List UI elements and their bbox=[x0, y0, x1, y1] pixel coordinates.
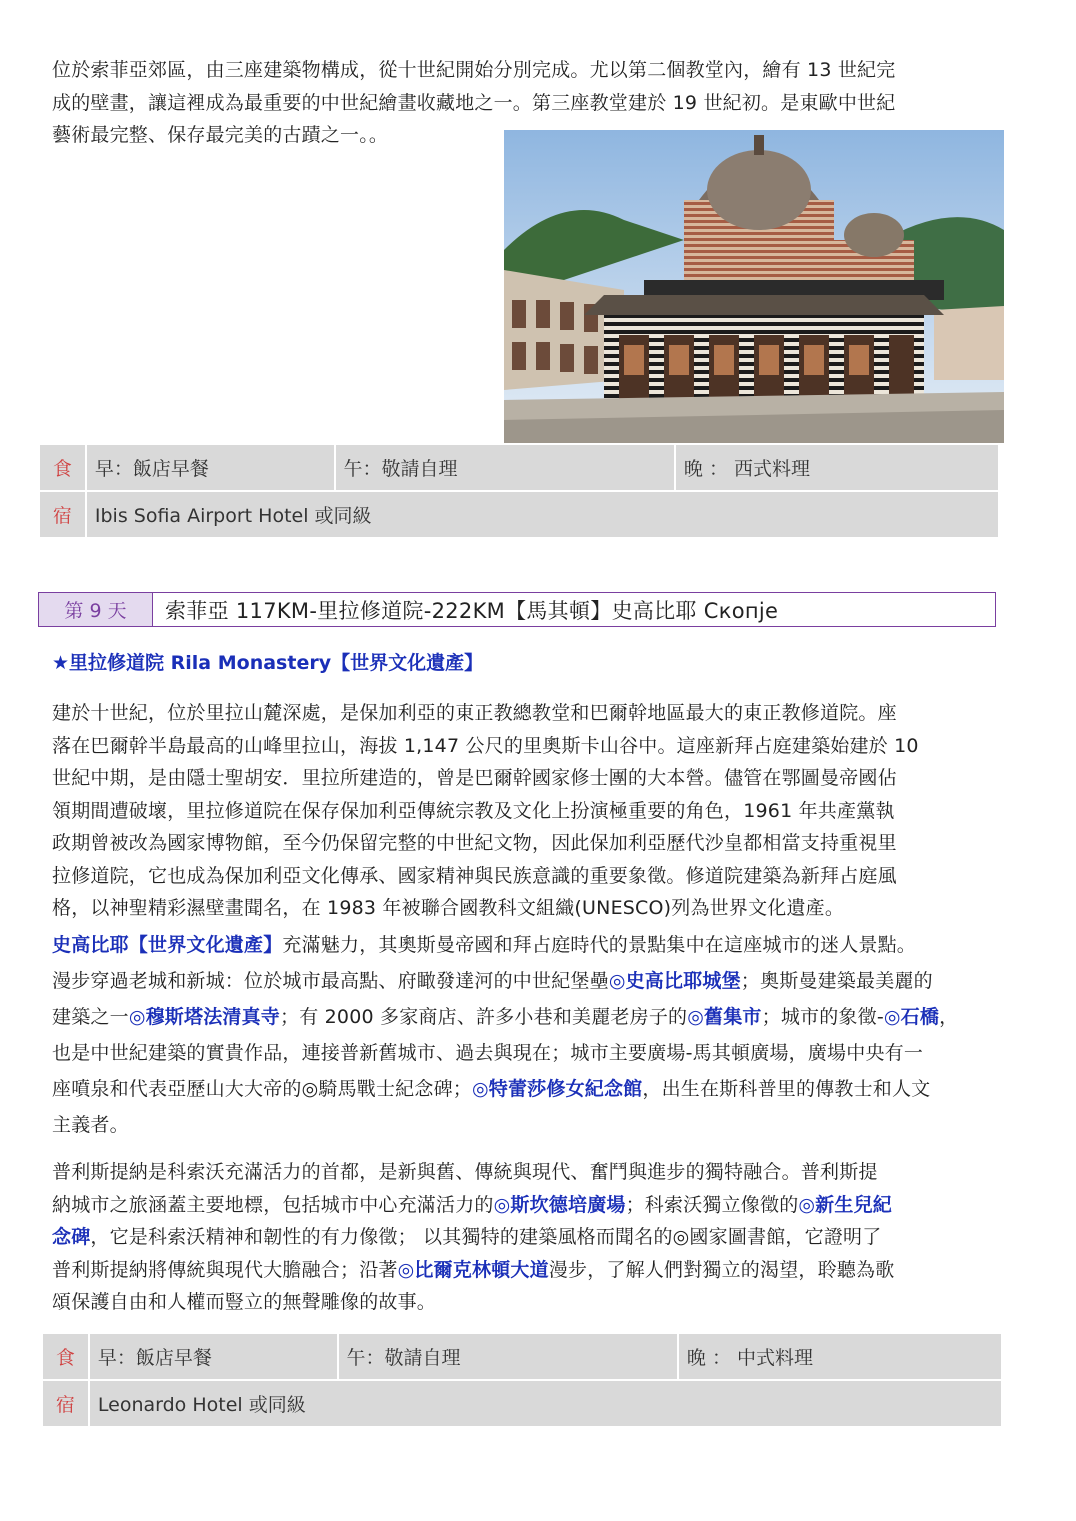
skopje-bridge: ◎石橋 bbox=[883, 1006, 940, 1028]
rila-monastery-photo bbox=[504, 130, 1004, 443]
hotel-cell: Leonardo Hotel 或同級 bbox=[89, 1380, 1002, 1427]
rila-line: 領期間遭破壞，里拉修道院在保存保加利亞傳統宗教及文化上扮演極重要的角色，1961 年共產黨執 bbox=[52, 799, 895, 822]
hotel-tag: 宿 bbox=[42, 1380, 89, 1427]
skopje-bazaar: ◎舊集市 bbox=[687, 1006, 762, 1028]
rila-line: 政期曾被改為國家博物館，至今仍保留完整的中世紀文物，因此保加利亞歷代沙皇都相當支持重視里 bbox=[52, 832, 897, 854]
breakfast-cell: 早：飯店早餐 bbox=[86, 444, 335, 491]
intro-line: 成的壁畫，讓這裡成為最重要的中世紀繪畫收藏地之一。第三座教堂建於 19 世紀初。是東歐中世紀 bbox=[52, 91, 896, 114]
skopje-text: 充滿魅力，其奧斯曼帝國和拜占庭時代的景點集中在這座城市的迷人景點。 bbox=[282, 934, 917, 956]
pristina-line bbox=[52, 1221, 1042, 1254]
lunch-cell: 午：敬請自理 bbox=[335, 444, 675, 491]
pristina-paragraph bbox=[52, 1156, 1042, 1319]
food-tag: 食 bbox=[42, 1333, 89, 1380]
skopje-line bbox=[52, 999, 1042, 1035]
rila-heading: ★里拉修道院 Rila Monastery【世界文化遺產】 bbox=[52, 652, 484, 674]
dinner-cell: 晚 ： 西式料理 bbox=[675, 444, 999, 491]
day-label: 第 9 天 bbox=[39, 593, 153, 626]
skopje-line bbox=[52, 1071, 1042, 1107]
skopje-line bbox=[52, 927, 1042, 963]
rila-line: 落在巴爾幹半島最高的山峰里拉山，海拔 1,147 公尺的里奧斯卡山谷中。這座新拜占庭建築始建於 10 bbox=[52, 734, 919, 757]
dinner-cell: 晚 ： 中式料理 bbox=[678, 1333, 1002, 1380]
hotel-cell: Ibis Sofia Airport Hotel 或同級 bbox=[86, 491, 999, 538]
rila-line: 世紀中期，是由隱士聖胡安．里拉所建造的，曾是巴爾幹國家修士團的大本營。儘管在鄂圖曼帝國佔 bbox=[52, 767, 897, 789]
intro-line: 位於索菲亞郊區，由三座建築物構成，從十世紀開始分別完成。尤以第二個教堂內，繪有 13 世紀完 bbox=[52, 59, 896, 81]
lunch-cell: 午：敬請自理 bbox=[338, 1333, 678, 1380]
food-tag: 食 bbox=[39, 444, 86, 491]
pristina-newborn: 念碑 bbox=[52, 1226, 91, 1248]
breakfast-cell: 早：飯店早餐 bbox=[89, 1333, 338, 1380]
pristina-line: 普利斯提納是科索沃充滿活力的首都，是新與舊、傳統與現代、奮鬥與進步的獨特融合。普利斯提 bbox=[52, 1161, 878, 1183]
day-header bbox=[38, 592, 996, 627]
skopje-teresa: ◎特蕾莎修女紀念館 bbox=[471, 1078, 643, 1100]
skopje-mosque: ◎穆斯塔法清真寺 bbox=[128, 1006, 280, 1028]
pristina-text: ，它是科索沃精神和韌性的有力像徵； 以其獨特的建築風格而聞名的◎國家圖書館，它證明了 bbox=[90, 1226, 882, 1248]
pristina-line: 頌保護自由和人權而豎立的無聲雕像的故事。 bbox=[52, 1291, 437, 1313]
rila-line: 拉修道院，它也成為保加利亞文化傳承、國家精神與民族意識的重要象徵。修道院建築為新拜占庭風 bbox=[52, 864, 897, 887]
pristina-text: 普利斯提納將傳統與現代大膽融合；沿著 bbox=[52, 1258, 398, 1281]
pristina-square: ◎斯坎德培廣場 bbox=[493, 1193, 626, 1216]
pristina-text: 漫步，了解人們對獨立的渴望，聆聽為歌 bbox=[548, 1258, 895, 1281]
rila-line: 格，以神聖精彩濕壁畫聞名，在 1983 年被聯合國教科文組織(UNESCO)列為世界文化遺產。 bbox=[52, 897, 845, 919]
skopje-text: ， bbox=[939, 1006, 959, 1028]
hotel-tag: 宿 bbox=[39, 491, 86, 538]
skopje-title: 史高比耶【世界文化遺產】 bbox=[52, 934, 283, 956]
pristina-newborn: ◎新生兒紀 bbox=[798, 1193, 892, 1216]
pristina-line bbox=[52, 1254, 1042, 1287]
rila-line: 建於十世紀，位於里拉山麓深處，是保加利亞的東正教總教堂和巴爾幹地區最大的東正教修道院。座 bbox=[52, 702, 897, 724]
rila-paragraph bbox=[52, 697, 1042, 925]
skopje-text: ；城市的象徵- bbox=[761, 1006, 884, 1028]
pristina-line bbox=[52, 1189, 1042, 1222]
meals-table-day9 bbox=[41, 1332, 1003, 1428]
skopje-line bbox=[52, 963, 1042, 999]
pristina-text: ；科索沃獨立像徵的 bbox=[625, 1193, 799, 1216]
skopje-text: 座噴泉和代表亞歷山大大帝的◎騎馬戰士紀念碑； bbox=[52, 1078, 472, 1100]
pristina-clinton: ◎比爾克林頓大道 bbox=[397, 1258, 549, 1281]
meals-table-day8 bbox=[38, 443, 1000, 539]
skopje-text: 漫步穿過老城和新城：位於城市最高點、府瞰發達河的中世紀堡壘 bbox=[52, 970, 609, 992]
skopje-text: ；有 2000 多家商店、許多小巷和美麗老房子的 bbox=[280, 1006, 688, 1028]
skopje-text: 建築之一 bbox=[52, 1006, 129, 1028]
skopje-fortress: ◎史高比耶城堡 bbox=[608, 970, 741, 992]
day-title: 索菲亞 117KM-里拉修道院-222KM【馬其頓】史高比耶 Скопје bbox=[165, 598, 779, 623]
skopje-text: ，出生在斯科普里的傳教士和人文 bbox=[642, 1078, 931, 1100]
pristina-text: 納城市之旅涵蓋主要地標，包括城市中心充滿活力的 bbox=[52, 1193, 494, 1216]
intro-line: 藝術最完整、保存最完美的古蹟之一。。 bbox=[52, 124, 389, 146]
skopje-line: 也是中世紀建築的實貴作品，連接普新舊城市、過去與現在；城市主要廣場-馬其頓廣場，廣場中央有一 bbox=[52, 1042, 924, 1064]
skopje-text: ；奧斯曼建築最美麗的 bbox=[740, 970, 933, 992]
skopje-line: 主義者。 bbox=[52, 1114, 129, 1136]
skopje-paragraph bbox=[52, 927, 1042, 1143]
